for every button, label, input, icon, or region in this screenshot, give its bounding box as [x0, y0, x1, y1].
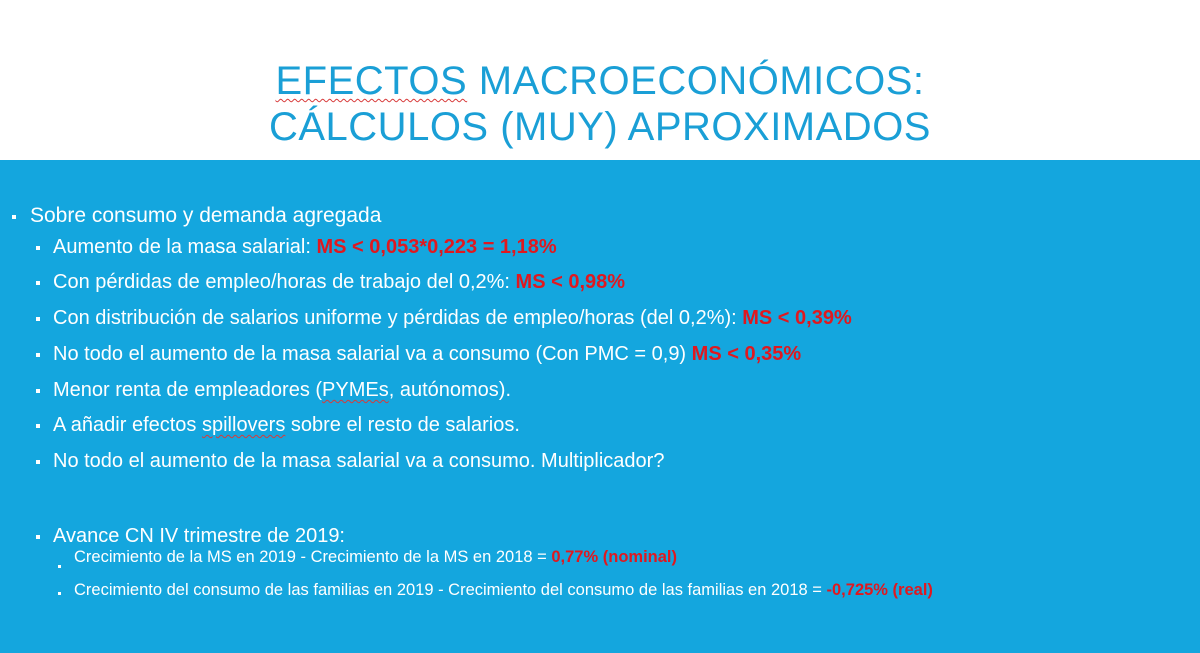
bullet-text: A añadir efectos: [53, 414, 202, 436]
bullet-perdidas-empleo: [53, 270, 625, 294]
slide-title: [0, 58, 1200, 150]
bullet-distribucion-salarios: [53, 306, 852, 330]
bullet-marker: [36, 389, 40, 393]
bullet-multiplicador: [53, 449, 664, 473]
bullet-marker: [12, 215, 16, 219]
bullet-text: No todo el aumento de la masa salarial va a consumo. Multiplicador?: [53, 450, 665, 472]
bullet-highlight: MS < 0,98%: [515, 271, 626, 293]
bullet-text: Menor renta de empleadores (: [53, 379, 323, 401]
bullet-marker: [36, 281, 40, 285]
bullet-crecimiento-ms: [74, 547, 677, 567]
bullet-marker: [58, 592, 61, 595]
title-line-2: CÁLCULOS (MUY) APROXIMADOS: [268, 105, 931, 149]
bullet-highlight: MS < 0,053*0,223 = 1,18%: [316, 236, 557, 258]
bullet-marker: [36, 317, 40, 321]
bullet-marker: [36, 535, 40, 539]
bullet-pmc: [53, 342, 801, 366]
bullet-marker: [36, 424, 40, 428]
bullet-marker: [36, 460, 40, 464]
bullet-text: No todo el aumento de la masa salarial va a consumo (Con PMC = 0,9): [53, 343, 692, 365]
bullet-crecimiento-consumo: [74, 580, 933, 600]
bullet-renta-empleadores: [53, 378, 511, 402]
bullet-highlight: MS < 0,35%: [691, 343, 802, 365]
title-area: [0, 0, 1200, 160]
bullet-text: Sobre consumo y demanda agregada: [30, 204, 382, 227]
bullet-marker: [36, 353, 40, 357]
bullet-text: Avance CN IV trimestre de 2019:: [53, 525, 345, 547]
bullet-text-spellcheck: spillovers: [201, 414, 286, 436]
title-line-1: [0, 58, 1200, 104]
title-word-efectos: EFECTOS: [275, 59, 468, 103]
bullet-highlight: -0,725% (real): [826, 581, 933, 599]
bullet-text-spellcheck: PYMEs: [322, 379, 389, 401]
bullet-text: Aumento de la masa salarial:: [53, 236, 317, 258]
bullet-masa-salarial: [53, 235, 557, 259]
bullet-marker: [58, 565, 61, 568]
bullet-highlight: 0,77% (nominal): [551, 548, 677, 566]
bullet-spillovers: [53, 413, 520, 437]
bullet-text: Con pérdidas de empleo/horas de trabajo del 0,2%:: [53, 271, 516, 293]
bullet-text: Con distribución de salarios uniforme y pérdidas de empleo/horas (del 0,2%):: [53, 307, 743, 329]
bullet-text: , autónomos).: [388, 379, 512, 401]
bullet-marker: [36, 246, 40, 250]
bullet-text: sobre el resto de salarios.: [285, 414, 520, 436]
bullet-text: Crecimiento de la MS en 2019 - Crecimiento de la MS en 2018 =: [74, 548, 552, 566]
bullet-avance-cn: [53, 524, 345, 548]
content-area: [0, 160, 1200, 653]
title-line-1-rest: MACROECONÓMICOS:: [467, 59, 925, 103]
bullet-main-consumo: [30, 204, 381, 228]
bullet-text: Crecimiento del consumo de las familias en 2019 - Crecimiento del consumo de las familias en 2018 =: [74, 581, 827, 599]
bullet-highlight: MS < 0,39%: [742, 307, 852, 329]
